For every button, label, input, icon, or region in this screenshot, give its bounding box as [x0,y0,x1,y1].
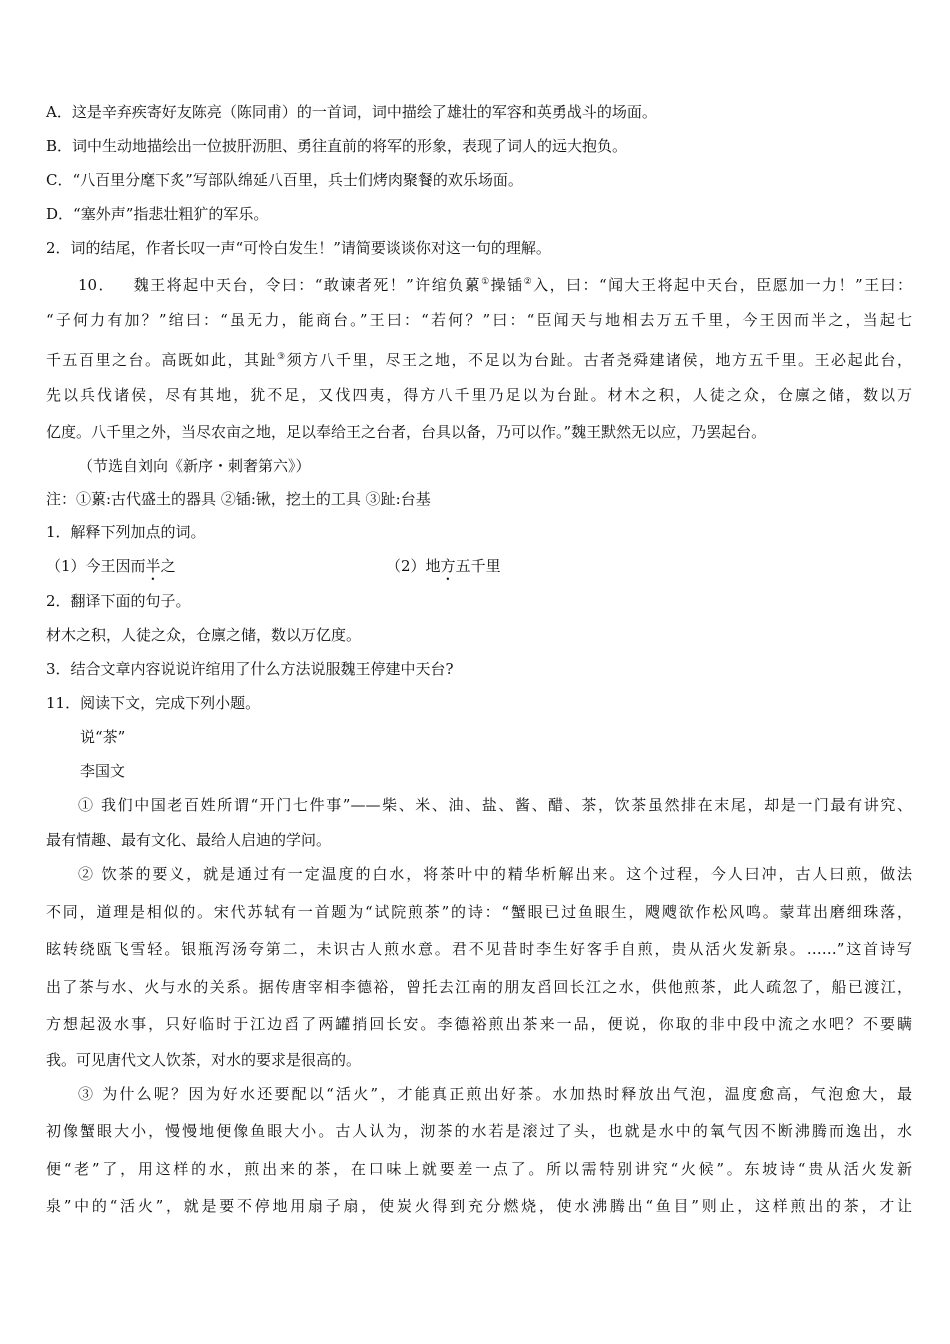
article-line: 初像蟹眼大小，慢慢地便像鱼眼大小。古人认为，沏茶的水若是滚过了头，也就是水中的氧气因不断沸腾而逸出，水 [46,1122,912,1140]
sub-question-text: （2）地 [386,557,441,575]
article-line: 出了茶与水、火与水的关系。据传唐宰相李德裕，曾托去江南的朋友舀回长江之水，供他煎茶，此人疏忽了，船已渡江， [46,978,912,996]
sub-question-text: 五千里 [455,557,501,575]
translation-sentence: 材木之积，人徒之众，仓廪之储，数以万亿度。 [46,626,362,644]
footnotes: 注：①蔂:古代盛土的器具 ②锸:锹，挖土的工具 ③趾:台基 [46,490,431,508]
article-line: 眩转绕瓯飞雪轻。银瓶泻汤夸第二，未识古人煎水意。君不见昔时李生好客手自煎，贵从活火发新泉。……”这首诗写 [46,940,912,958]
footnote-marker: ② [523,277,534,287]
article-line: 便“老”了，用这样的水，煎出来的茶，在口味上就要差一点了。所以需特别讲究“火候”。东坡诗“贵从活火发新 [46,1160,912,1178]
sub-question-1 [46,556,176,584]
question-10-3: 3．结合文章内容说说许绾用了什么方法说服魏王停建中天台? [46,660,454,678]
article-line: 我。可见唐代文人饮茶，对水的要求是很高的。 [46,1051,362,1069]
article-line: 泉”中的“活火”，就是要不停地用扇子扇，使炭火得到充分燃烧，使水沸腾出“鱼目”则止，这样煎出的茶，才让 [46,1197,912,1215]
option-a: A．这是辛弃疾寄好友陈亮（陈同甫）的一首词，词中描绘了雄壮的军容和英勇战斗的场面。 [46,103,657,121]
question-11-heading: 11．阅读下文，完成下列小题。 [46,694,261,712]
passage-line: 亿度。八千里之外，当尽农亩之地，足以奉给王之台者，台具以备，乃可以作。”魏王默然无以应，乃罢起台。 [46,423,767,441]
footnote-marker: ① [481,277,491,287]
sub-question-2 [386,556,501,584]
footnote-marker: ③ [276,352,287,362]
passage-text: 须方八千里，尽王之地，不足以为台趾。古者尧舜建诸侯，地方五千里。王必起此台， [286,351,912,369]
question-9-2: 2．词的结尾，作者长叹一声“可怜白发生！”请简要谈谈你对这一句的理解。 [46,239,551,257]
option-b: B．词中生动地描绘出一位披肝沥胆、勇往直前的将军的形象，表现了词人的远大抱负。 [46,137,628,155]
dotted-word: 方 [440,557,456,575]
option-d: D．“塞外声”指悲壮粗犷的军乐。 [46,205,269,223]
article-line: ① 我们中国老百姓所谓“开门七件事”——柴、米、油、盐、酱、醋、茶，饮茶虽然排在末尾，却是一门最有讲究、 [78,796,912,814]
article-line: 不同，道理是相似的。宋代苏轼有一首题为“试院煎茶”的诗：“蟹眼已过鱼眼生，飕飕欲作松风鸣。蒙茸出磨细珠落， [46,903,912,921]
option-c: C．“八百里分麾下炙”写部队绵延八百里，兵士们烤肉聚餐的欢乐场面。 [46,171,523,189]
article-line: ② 饮茶的要义，就是通过有一定温度的白水，将茶叶中的精华析解出来。这个过程，今人曰冲，古人曰煎，做法 [78,865,912,883]
passage-text: 入，曰：“闻大王将起中天台，臣愿加一力！”王曰： [533,276,912,294]
passage-text: 操锸 [490,276,524,294]
article-title: 说“茶” [80,728,126,746]
passage-line: 先以兵伐诸侯，尽有其地，犹不足，又伐四夷，得方八千里乃足以为台趾。材木之积，人徒之众，仓廪之储，数以万 [46,386,912,404]
passage-text: 千五百里之台。高既如此，其趾 [46,351,277,369]
question-10-2: 2．翻译下面的句子。 [46,592,191,610]
sub-question-text: 之 [160,557,176,575]
article-author: 李国文 [80,762,126,780]
question-number: 10． [78,276,116,294]
dotted-word: 半 [145,557,161,575]
article-line: 最有情趣、最有文化、最给人启迪的学问。 [46,831,332,849]
passage-line: “子何力有加？”绾曰：“虽无力，能商台。”王曰：“若何？”曰：“臣闻天与地相去万五千里，今王因而半之，当起七 [46,311,912,329]
article-line: ③ 为什么呢？因为好水还要配以“活火”，才能真正煎出好茶。水加热时释放出气泡，温度愈高，气泡愈大，最 [78,1085,912,1103]
article-line: 方想起汲水事，只好临时于江边舀了两罐捎回长安。李德裕煎出茶来一品，便说，你取的非中段中流之水吧？不要瞒 [46,1015,912,1033]
question-10-1: 1．解释下列加点的词。 [46,523,206,541]
passage-line [78,272,912,295]
passage-line [46,347,912,370]
source-citation: （节选自刘向《新序・刺奢第六》） [78,457,311,475]
passage-text: 魏王将起中天台，令曰：“敢谏者死！”许绾负蔂 [133,276,482,294]
sub-question-text: （1）今王因而 [46,557,146,575]
